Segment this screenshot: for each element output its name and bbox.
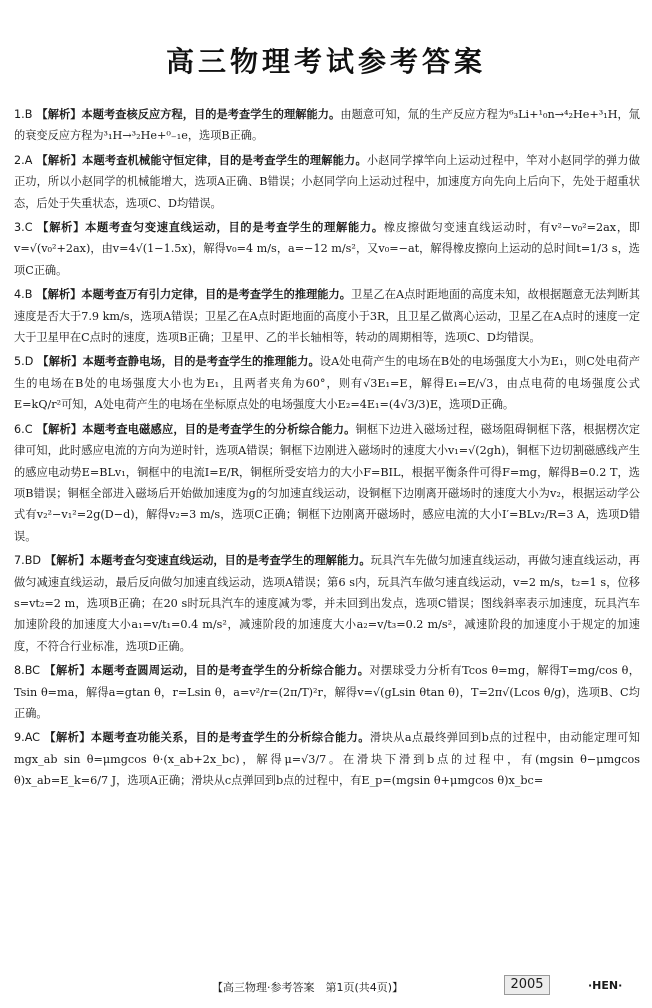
region-code: ·HEN· xyxy=(588,979,623,992)
item-number: 3. xyxy=(14,221,25,235)
footer-page-info: 【高三物理·参考答案 第1页(共4页)】 xyxy=(212,981,404,994)
item-number: 7. xyxy=(14,554,25,568)
page-title: 高三物理考试参考答案 xyxy=(165,45,486,78)
item-analysis-tag: 【解析】本题考查静电场，目的是考查学生的推理能力。 xyxy=(37,355,320,369)
answer-item-1 xyxy=(14,104,640,147)
item-analysis-tag: 【解析】本题考查核反应方程，目的是考查学生的理解能力。 xyxy=(36,108,341,121)
item-analysis-tag: 【解析】本题考查匀变速直线运动，目的是考查学生的理解能力。 xyxy=(44,554,371,568)
item-answer: C xyxy=(24,422,33,436)
exam-code-badge: 2005 xyxy=(504,975,550,995)
item-analysis-tag: 【解析】本题考查电磁感应，目的是考查学生的分析综合能力。 xyxy=(36,422,356,436)
item-analysis-tag: 【解析】本题考查匀变速直线运动，目的是考查学生的理解能力。 xyxy=(36,221,384,235)
item-number: 4. xyxy=(14,288,25,302)
item-answer: AC xyxy=(24,731,40,745)
answer-item-6 xyxy=(14,419,640,547)
item-number: 2. xyxy=(14,153,25,167)
page-footer xyxy=(0,975,652,997)
item-text: 对摆球受力分析有Tcos θ=mg，解得T=mg/cos θ，Tsin θ=ma，解得a=gtan θ，r=Lsin θ，a=v²/r=(2π/T)²r，解得v=√(gLsin θtan θ)，T=2π√(Lcos θ/g)，选项B、C均正确。 xyxy=(14,664,640,720)
item-answer: B xyxy=(24,108,33,121)
answer-item-7 xyxy=(14,550,640,657)
item-answer: A xyxy=(24,153,33,167)
answer-item-3 xyxy=(14,217,640,281)
item-analysis-tag: 【解析】本题考查功能关系，目的是考查学生的分析综合能力。 xyxy=(43,731,370,745)
item-text: 橡皮擦做匀变速直线运动时，有v²−v₀²=2ax，即v=√(v₀²+2ax)，由v=4√(1−1.5x)，解得v₀=4 m/s，a=−12 m/s²，又v₀=−at，解得橡皮擦向上运动的总时间t=1/3 s，选项C正确。 xyxy=(14,221,640,277)
item-text: 设A处电荷产生的电场在B处的电场强度大小为E₁，则C处电荷产生的电场在B处的电场强度大小也为E₁，且两者夹角为60°，则有√3E₁=E，解得E₁=E/√3，由点电荷的电场强度公式E=kQ/r²可知，A处电荷产生的电场在坐标原点处的电场强度大小E₂=4E₁=(4√3/3)E，选项D正确。 xyxy=(14,355,640,412)
item-number: 9. xyxy=(14,731,25,745)
item-text: 由题意可知，氚的生产反应方程为⁶₃Li+¹₀n→⁴₂He+³₁H，氚的衰变反应方程为³₁H→³₂He+⁰₋₁e，选项B正确。 xyxy=(14,108,640,143)
answer-item-5 xyxy=(14,351,640,415)
answer-item-8 xyxy=(14,660,640,724)
answer-item-9 xyxy=(14,727,640,791)
item-answer: BC xyxy=(24,664,40,678)
answer-item-4 xyxy=(14,284,640,348)
item-answer: D xyxy=(24,355,34,369)
item-number: 5. xyxy=(14,355,25,369)
item-analysis-tag: 【解析】本题考查万有引力定律，目的是考查学生的推理能力。 xyxy=(36,288,352,302)
item-text: 小赵同学撑竿向上运动过程中，竿对小赵同学的弹力做正功，所以小赵同学的机械能增大，选项A正确、B错误；小赵同学向上运动过程中，加速度方向先向上后向下，先处于超重状态，后处于失重状态，选项C、D均错误。 xyxy=(14,153,640,210)
item-analysis-tag: 【解析】本题考查圆周运动，目的是考查学生的分析综合能力。 xyxy=(43,664,370,678)
item-answer: B xyxy=(24,288,33,302)
item-number: 8. xyxy=(14,664,25,678)
item-number: 6. xyxy=(14,422,25,436)
item-answer: BD xyxy=(24,554,41,568)
answer-list xyxy=(14,104,640,795)
item-text: 玩具汽车先做匀加速直线运动，再做匀速直线运动，再做匀减速直线运动，最后反向做匀加速直线运动，选项A错误；第6 s内，玩具汽车做匀速直线运动，v=2 m/s，t₂=1 s，位移s=vt₂=2 m，选项B正确；在20 s时玩具汽车的速度减为零，并未回到出发点，选项C错误；图线斜率表示加速度，玩具汽车加速阶段的加速度大小a₁=v/t₁=0.4 m/s²，减速阶段的加速度大小a₂=v/t₃=0.2 m/s²，减速阶段的加速度小于规定的加速度，不符合行业标准，选项D正确。 xyxy=(14,554,640,653)
item-answer: C xyxy=(24,221,33,235)
answer-item-2 xyxy=(14,150,640,214)
item-text: 铜框下边进入磁场过程，磁场阻碍铜框下落，根据楞次定律可知，此时感应电流的方向为逆时针，选项A错误；铜框下边刚进入磁场时的速度大小v₁=√(2gh)，铜框下边切割磁感线产生的感应电动势E=BLv₁，铜框中的电流I=E/R，铜框所受安培力的大小F=BIL，根据平衡条件可得F=mg，解得B=0.2 T，选项B错误；铜框全部进入磁场后开始做加速度为g的匀加速直线运动，设铜框下边刚离开磁场时的速度大小为v₂，根据运动学公式有v₂²−v₁²=2g(D−d)，解得v₂=3 m/s，选项C正确；铜框下边刚离开磁场时，感应电流的大小I′=BLv₂/R=3 A，选项D错误。 xyxy=(14,422,640,543)
item-analysis-tag: 【解析】本题考查机械能守恒定律，目的是考查学生的理解能力。 xyxy=(36,153,367,167)
item-text: 卫星乙在A点时距地面的高度未知，故根据题意无法判断其速度是否大于7.9 km/s，选项A错误；卫星乙在A点时距地面的高度小于3R，且卫星乙做离心运动，卫星乙在A点时的速度一定大于卫星甲在C点时的速度，选项B正确；卫星甲、乙的半长轴相等，转动的周期相等，选项C、D均错误。 xyxy=(14,288,640,345)
item-text: 滑块从a点最终弹回到b点的过程中，由动能定理可知mgx_ab sin θ=μmgcos θ·(x_ab+2x_bc)，解得μ=√3/7。在滑块下滑到b点的过程中，有(mgsin θ−μmgcos θ)x_ab=E_k=6/7 J，选项A正确；滑块从c点弹回到b点的过程中，有E_p=(mgsin θ+μmgcos θ)x_bc= xyxy=(14,731,640,788)
item-number: 1. xyxy=(14,108,25,121)
